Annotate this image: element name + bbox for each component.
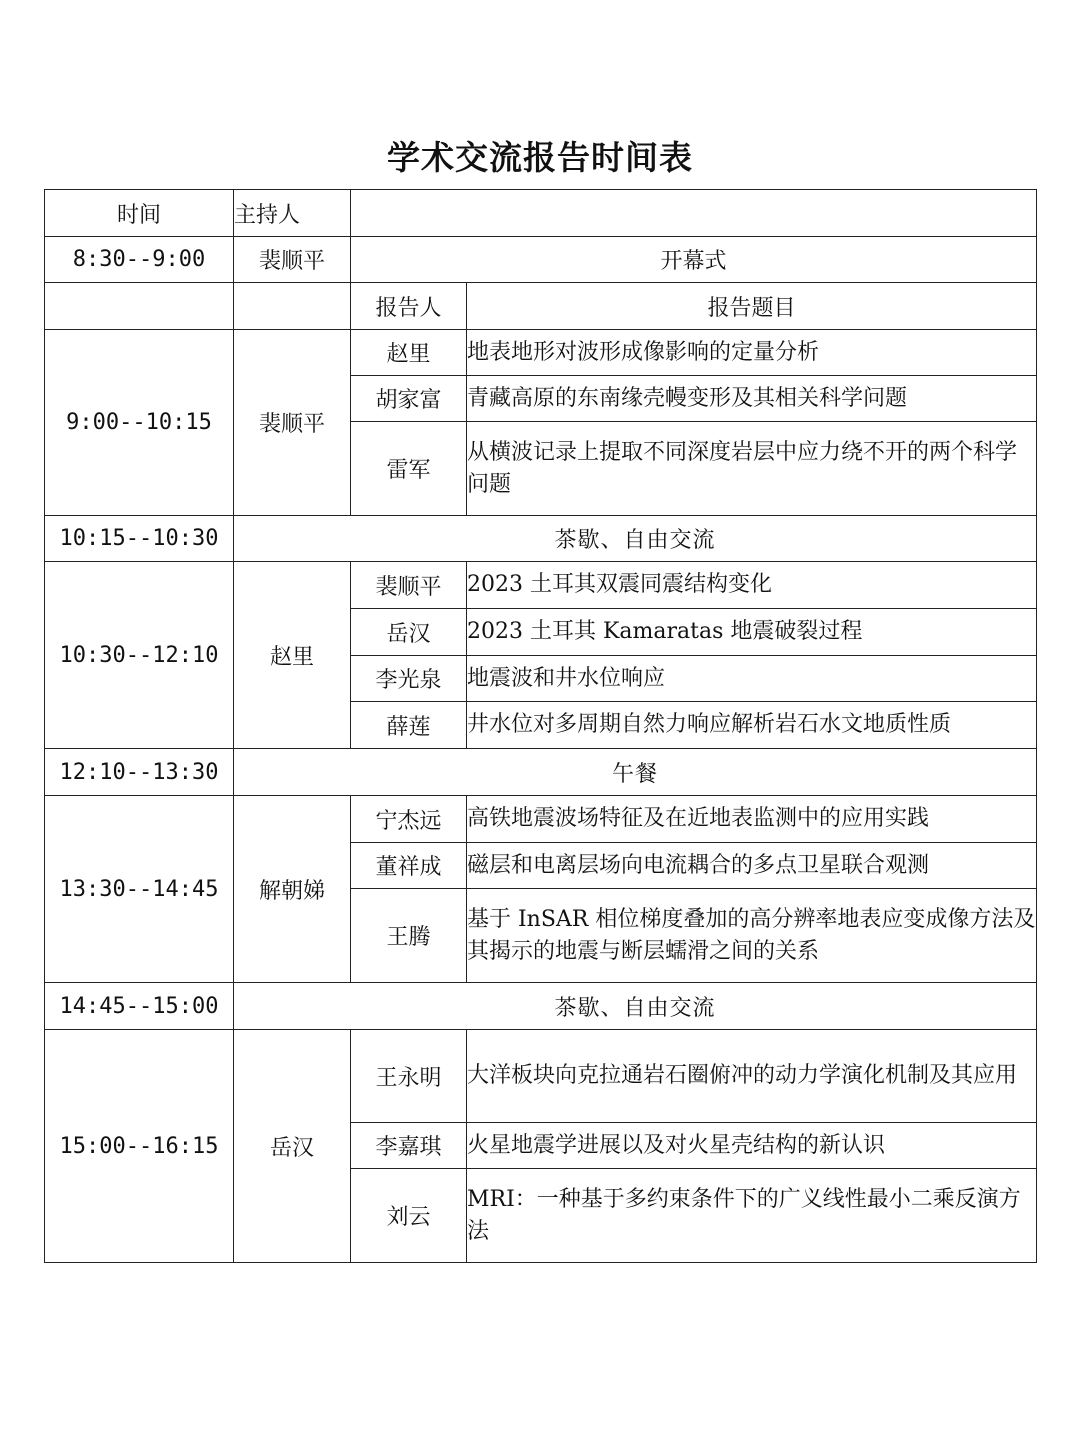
speaker-cell: 赵里 xyxy=(351,330,467,376)
time-cell: 12:10--13:30 xyxy=(45,749,234,796)
opening-label: 开幕式 xyxy=(351,237,1037,283)
page-title: 学术交流报告时间表 xyxy=(387,138,693,177)
time-cell: 10:15--10:30 xyxy=(45,516,234,562)
schedule-table xyxy=(44,189,1037,1263)
break-row xyxy=(45,983,1037,1030)
time-cell: 14:45--15:00 xyxy=(45,983,234,1030)
host-cell: 解朝娣 xyxy=(234,796,351,983)
topic-cell: 基于 InSAR 相位梯度叠加的高分辨率地表应变成像方法及其揭示的地震与断层蠕滑之间的关系 xyxy=(467,889,1037,983)
header-time: 时间 xyxy=(45,190,234,237)
speaker-cell: 裴顺平 xyxy=(351,562,467,609)
speaker-cell: 李嘉琪 xyxy=(351,1123,467,1169)
blank-cell xyxy=(234,283,351,330)
topic-cell: 磁层和电离层场向电流耦合的多点卫星联合观测 xyxy=(467,843,1037,889)
break-row xyxy=(45,516,1037,562)
speaker-cell: 刘云 xyxy=(351,1169,467,1263)
header-topic: 报告题目 xyxy=(467,283,1037,330)
speaker-cell: 董祥成 xyxy=(351,843,467,889)
speaker-cell: 王腾 xyxy=(351,889,467,983)
host-cell: 裴顺平 xyxy=(234,237,351,283)
talk-row xyxy=(45,796,1037,843)
speaker-cell: 薛莲 xyxy=(351,702,467,749)
time-cell: 9:00--10:15 xyxy=(45,330,234,516)
host-cell: 赵里 xyxy=(234,562,351,749)
topic-cell: MRI：一种基于多约束条件下的广义线性最小二乘反演方法 xyxy=(467,1169,1037,1263)
subheader-row xyxy=(45,283,1037,330)
time-cell: 15:00--16:15 xyxy=(45,1030,234,1263)
break-label: 茶歇、自由交流 xyxy=(234,516,1037,562)
speaker-cell: 胡家富 xyxy=(351,376,467,422)
speaker-cell: 宁杰远 xyxy=(351,796,467,843)
talk-row xyxy=(45,1030,1037,1123)
header-speaker: 报告人 xyxy=(351,283,467,330)
speaker-cell: 雷军 xyxy=(351,422,467,516)
topic-cell: 地表地形对波形成像影响的定量分析 xyxy=(467,330,1037,376)
topic-cell: 2023 土耳其 Kamaratas 地震破裂过程 xyxy=(467,609,1037,656)
topic-cell: 从横波记录上提取不同深度岩层中应力绕不开的两个科学问题 xyxy=(467,422,1037,516)
talk-row xyxy=(45,562,1037,609)
blank-cell xyxy=(45,283,234,330)
header-blank xyxy=(351,190,1037,237)
topic-cell: 青藏高原的东南缘壳幔变形及其相关科学问题 xyxy=(467,376,1037,422)
talk-row xyxy=(45,330,1037,376)
break-label: 茶歇、自由交流 xyxy=(234,983,1037,1030)
speaker-cell: 王永明 xyxy=(351,1030,467,1123)
speaker-cell: 岳汉 xyxy=(351,609,467,656)
topic-cell: 井水位对多周期自然力响应解析岩石水文地质性质 xyxy=(467,702,1037,749)
header-row xyxy=(45,190,1037,237)
topic-cell: 2023 土耳其双震同震结构变化 xyxy=(467,562,1037,609)
topic-cell: 高铁地震波场特征及在近地表监测中的应用实践 xyxy=(467,796,1037,843)
header-host: 主持人 xyxy=(234,190,351,237)
time-cell: 13:30--14:45 xyxy=(45,796,234,983)
time-cell: 8:30--9:00 xyxy=(45,237,234,283)
break-row xyxy=(45,749,1037,796)
topic-cell: 大洋板块向克拉通岩石圈俯冲的动力学演化机制及其应用 xyxy=(467,1030,1037,1123)
opening-row xyxy=(45,237,1037,283)
host-cell: 裴顺平 xyxy=(234,330,351,516)
break-label: 午餐 xyxy=(234,749,1037,796)
speaker-cell: 李光泉 xyxy=(351,656,467,702)
topic-cell: 地震波和井水位响应 xyxy=(467,656,1037,702)
host-cell: 岳汉 xyxy=(234,1030,351,1263)
time-cell: 10:30--12:10 xyxy=(45,562,234,749)
topic-cell: 火星地震学进展以及对火星壳结构的新认识 xyxy=(467,1123,1037,1169)
